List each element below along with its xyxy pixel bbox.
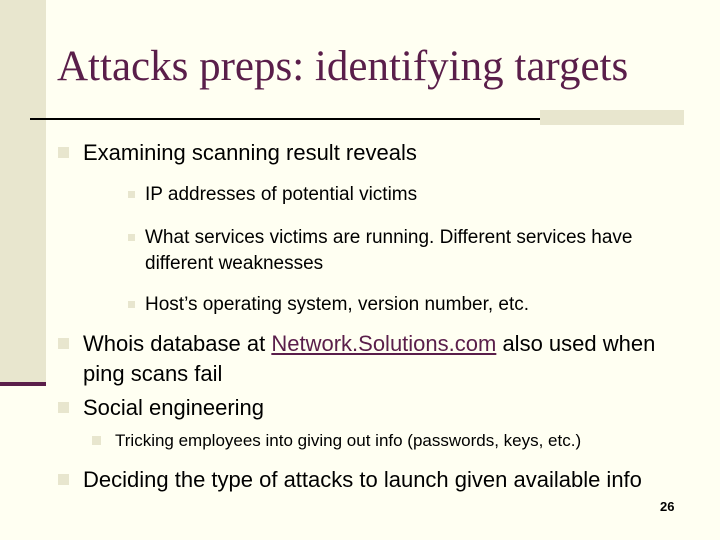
subbullet-text: Host’s operating system, version number, etc. <box>145 294 530 315</box>
square-bullet-icon <box>128 234 135 241</box>
subbullet-tricking-employees <box>115 429 581 453</box>
square-bullet-icon <box>58 147 69 158</box>
left-decor-accent <box>0 382 46 386</box>
title-decor-bar <box>540 110 684 125</box>
network-solutions-link[interactable]: Network.Solutions.com <box>271 331 497 356</box>
subbullet-text-line1: What services victims are running. Different services have <box>145 227 633 248</box>
square-bullet-icon <box>128 191 135 198</box>
square-bullet-icon <box>58 474 69 485</box>
slide-title: Attacks preps: identifying targets <box>57 43 629 90</box>
bullet-deciding-attacks <box>83 465 642 495</box>
bullet-text: Deciding the type of attacks to launch given available info <box>83 467 642 492</box>
page-number: 26 <box>660 499 675 514</box>
subbullet-ip-addresses <box>145 182 417 208</box>
square-bullet-icon <box>92 436 101 445</box>
bullet-social-engineering <box>83 393 264 423</box>
subbullet-host-os <box>145 292 529 318</box>
subbullet-text: IP addresses of potential victims <box>145 184 418 205</box>
subbullet-text: Tricking employees into giving out info (passwords, keys, etc.) <box>115 431 582 450</box>
square-bullet-icon <box>58 338 69 349</box>
bullet-whois-database <box>83 329 655 389</box>
bullet-text-suffix: also used when <box>496 331 656 356</box>
square-bullet-icon <box>128 301 135 308</box>
subbullet-text-line2: different weaknesses <box>145 253 324 274</box>
bullet-text: Examining scanning result reveals <box>83 140 417 165</box>
left-decor-band <box>0 0 46 382</box>
subbullet-services <box>145 225 715 277</box>
bullet-text: Social engineering <box>83 395 265 420</box>
bullet-text-prefix: Whois database at <box>83 331 272 356</box>
bullet-text-line2: ping scans fail <box>83 361 223 386</box>
bullet-examining-scanning <box>83 138 417 168</box>
square-bullet-icon <box>58 402 69 413</box>
